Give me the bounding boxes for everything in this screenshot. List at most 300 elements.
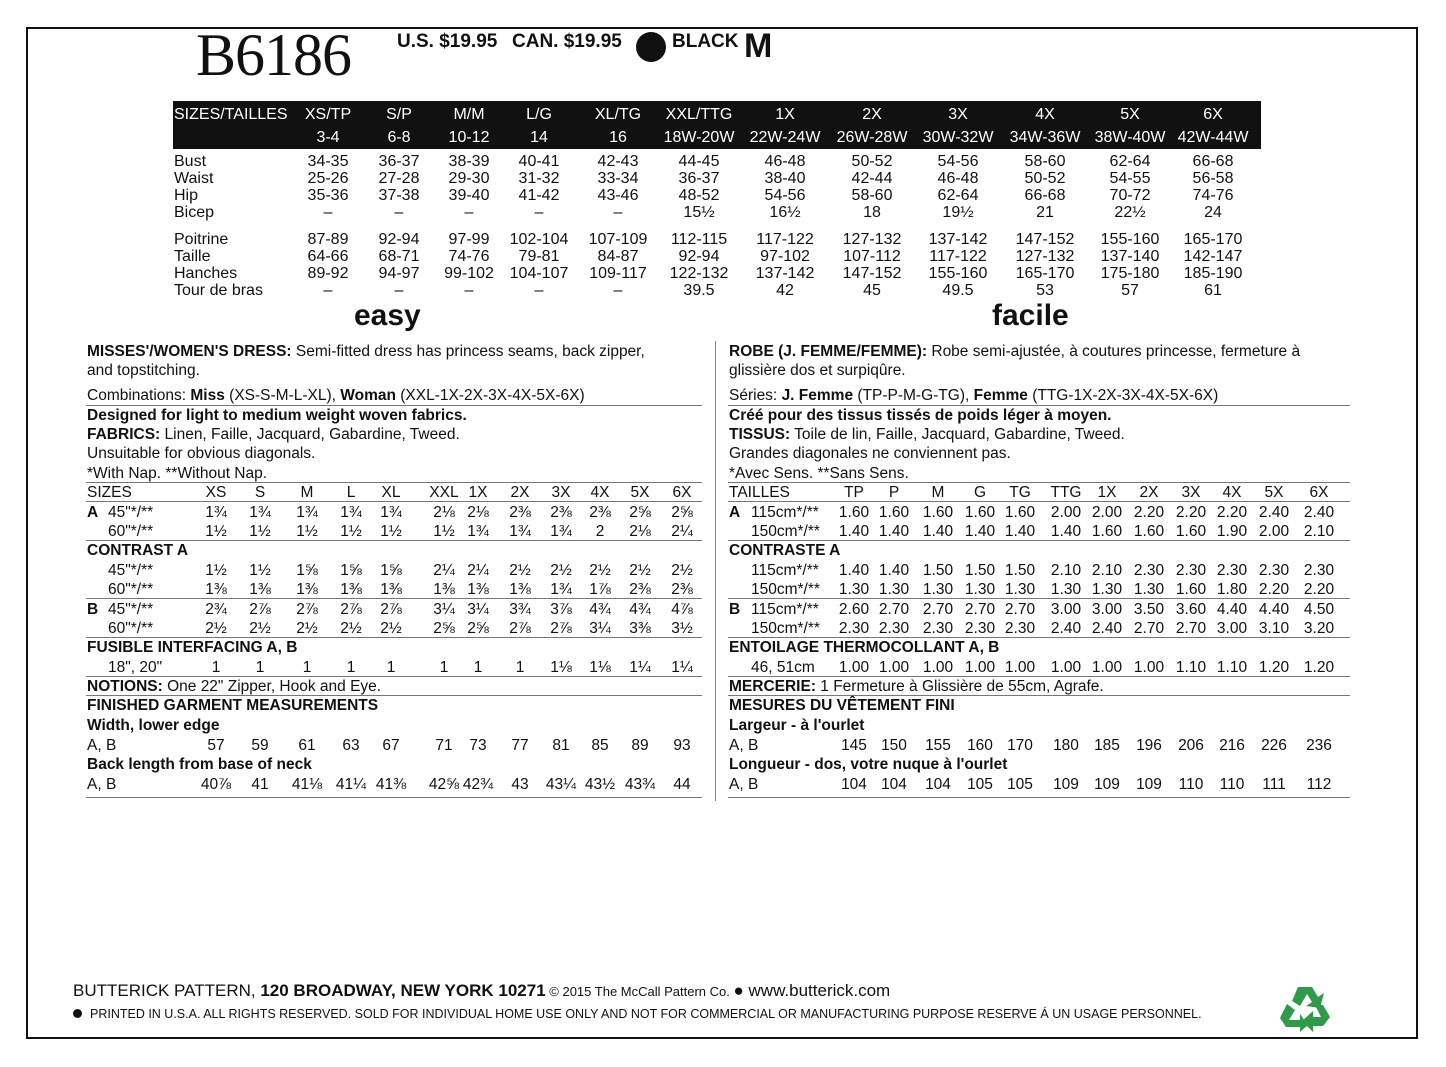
yardage-value: 2½ [509,562,531,579]
fabric-width-label: 115cm*/** [751,504,819,521]
size-chart-header [173,101,1261,149]
fabric-width-label: 115cm*/** [751,562,819,579]
yardage-value: 1⅜ [467,581,489,598]
yardage-value: 2.70 [1004,601,1036,618]
size-label: XS/TP [304,106,352,123]
measurement-value: 102-104 [509,231,569,248]
yardage-value: 3½ [671,620,693,637]
yardage-value: 2.70 [1175,620,1207,637]
yardage-value: 1⅝ [296,562,318,579]
yardage-value: 2.40 [1258,504,1290,521]
interfacing-value: 1.00 [1133,659,1165,676]
finished-measurements-label: MESURES DU VÊTEMENT FINI [729,697,955,714]
yardage-value: 1.60 [878,504,910,521]
footer-legal [73,1006,1202,1022]
measurement-value: 38-40 [764,170,806,187]
yardage-value: 1.60 [964,504,996,521]
interfacing-value: 1¼ [671,659,693,676]
measurement-value: – [534,204,544,221]
fabrics-label: TISSUS: [729,426,791,443]
fabric-width-label: 60"*/** [108,620,154,637]
measurement-value: 35-36 [307,187,349,204]
back-length-value: 104 [925,776,951,793]
yardage-value: 1.40 [878,523,910,540]
measurement-value: 97-99 [448,231,490,248]
measurement-value: 50-52 [851,153,893,170]
interfacing-value: 1 [473,659,483,676]
yardage-value: 2¼ [433,562,455,579]
yardage-value: 2⅝ [433,620,455,637]
back-row-label: A, B [87,776,117,793]
divider-line [728,797,1350,798]
yardage-value: 2.20 [1175,504,1207,521]
yardage-value: 1.50 [922,562,954,579]
measurement-label: Poitrine [174,231,229,248]
interfacing-value: 1 [386,659,396,676]
back-length-value: 42¾ [462,776,494,793]
yardage-value: 1.80 [1216,581,1248,598]
size-label: S/P [386,106,412,123]
fabric-width-label: 150cm*/** [751,620,820,637]
back-length-value: 43¼ [545,776,577,793]
combination-miss: J. Femme [781,387,854,404]
measurement-value: 66-68 [1192,153,1234,170]
size-column-header: 6X [672,484,692,501]
back-length-value: 110 [1219,776,1245,793]
width-value: 206 [1178,737,1204,754]
size-column-header: P [888,484,900,501]
size-number: 22W-24W [749,129,821,146]
measurement-value: 104-107 [509,265,569,282]
yardage-value: 1⅜ [296,581,318,598]
size-column-header: TG [1009,484,1031,501]
legal-text: PRINTED IN U.S.A. ALL RIGHTS RESERVED. SOLD FOR INDIVIDUAL HOME USE ONLY AND NOT FOR COMMERCIAL OR MANUFACTURING PURPOSE RESERVE Á UN USAGE PERSONNEL. [90,1007,1202,1021]
yardage-value: 3⅜ [629,620,651,637]
yardage-value: 2.40 [1091,620,1123,637]
yardage-value: 1¾ [340,504,362,521]
size-label: 3X [948,106,968,123]
measurement-value: 175-180 [1100,265,1160,282]
size-label: 4X [1035,106,1055,123]
size-header-label: SIZES/TAILLES [174,106,288,123]
size-number: 30W-32W [922,129,994,146]
fabric-width-label: 45"*/** [108,504,154,521]
combination-woman-sizes: (TTG-1X-2X-3X-4X-5X-6X) [1027,387,1219,404]
back-length-value: 40⅞ [200,776,232,793]
yardage-value: 2.20 [1303,581,1335,598]
measurement-value: 42-43 [597,153,639,170]
yardage-value: 2⅝ [467,620,489,637]
interfacing-value: 1.00 [964,659,996,676]
finished-measurements-label: FINISHED GARMENT MEASUREMENTS [87,697,379,714]
yardage-value: 2.20 [1258,581,1290,598]
back-length-value: 41⅜ [375,776,407,793]
yardage-value: 2.70 [878,601,910,618]
measurement-value: 79-81 [518,248,560,265]
price-us: U.S. $19.95 [397,31,498,52]
yardage-value: 1.60 [922,504,954,521]
back-length-value: 41⅛ [291,776,323,793]
yardage-value: 1¾ [249,504,271,521]
notions-list: One 22" Zipper, Hook and Eye. [162,678,382,695]
width-value: 67 [382,737,400,754]
measurement-value: 117-122 [929,248,987,265]
interfacing-value: 1.00 [1091,659,1123,676]
yardage-value: 2¼ [467,562,489,579]
column-divider [715,341,716,801]
yardage-value: 2⅞ [340,601,362,618]
back-length-value: 110 [1178,776,1204,793]
yardage-value: 2.30 [922,620,954,637]
fabrics-line [87,425,460,444]
yardage-value: 1½ [249,523,271,540]
yardage-value: 2½ [249,620,271,637]
measurement-value: 19½ [942,204,974,221]
interfacing-value: 1 [346,659,356,676]
yardage-value: 1¾ [296,504,318,521]
yardage-value: 2.10 [1050,562,1082,579]
measurement-value: 29-30 [448,170,490,187]
difficulty-fr: facile [992,299,1069,332]
bullet-icon: ● [733,981,744,1000]
website-link[interactable]: www.butterick.com [748,981,891,1000]
yardage-value: 1¾ [550,523,572,540]
yardage-value: 1.40 [878,562,910,579]
size-label: M/M [453,106,485,123]
yardage-value: 2.10 [1303,523,1335,540]
yardage-value: 2.30 [878,620,910,637]
yardage-value: 3.50 [1133,601,1165,618]
measurement-label: Hip [174,187,199,204]
measurement-value: 94-97 [378,265,420,282]
notions-line [87,677,381,696]
size-number: 6-8 [387,129,411,146]
yardage-value: 1⅜ [205,581,227,598]
color-label: BLACK [672,31,739,52]
combinations-label: Séries: [729,387,782,404]
yardage-value: 1.40 [922,523,954,540]
measurement-value: 147-152 [842,265,902,282]
width-value: 150 [881,737,907,754]
size-letter: M [744,27,773,65]
difficulty-en: easy [354,299,421,332]
view-a-label: A [87,504,99,521]
width-row-label: A, B [729,737,759,754]
garment-title: ROBE (J. FEMME/FEMME): [729,343,928,360]
width-value: 73 [469,737,487,754]
yardage-value: 1⅝ [380,562,402,579]
interfacing-value: 1 [439,659,449,676]
measurement-label: Waist [174,170,214,187]
back-length-label: Back length from base of neck [87,756,312,773]
measurement-value: 36-37 [378,153,420,170]
yardage-value: 2⅞ [550,620,572,637]
back-length-value: 109 [1094,776,1120,793]
view-a-label: A [729,504,741,521]
yardage-value: 2½ [380,620,402,637]
measurement-value: 54-56 [937,153,979,170]
measurement-value: 74-76 [448,248,490,265]
fabric-width-label: 150cm*/** [751,581,820,598]
measurement-value: 165-170 [1183,231,1243,248]
notions-label: NOTIONS: [87,678,163,695]
combination-woman: Woman [340,387,396,404]
back-length-value: 104 [841,776,867,793]
measurement-value: 21 [1036,204,1054,221]
back-length-value: 43¾ [624,776,656,793]
yardage-value: 1⅝ [340,562,362,579]
measurement-value: 39.5 [683,282,715,299]
measurement-label: Tour de bras [174,282,263,299]
yardage-value: 1½ [380,523,402,540]
measurement-value: 22½ [1114,204,1146,221]
yardage-value: 3.00 [1050,601,1082,618]
yardage-value: 2.30 [1133,562,1165,579]
garment-title-line [87,342,645,361]
measurement-value: 15½ [683,204,715,221]
yardage-value: 1.50 [1004,562,1036,579]
measurement-value: 34-35 [307,153,349,170]
measurement-value: 137-140 [1100,248,1160,265]
yardage-value: 2.60 [838,601,870,618]
size-label: 6X [1203,106,1223,123]
interfacing-value: 1.00 [878,659,910,676]
yardage-value: 1¾ [509,523,531,540]
yardage-value: 2.20 [1133,504,1165,521]
measurement-value: 49.5 [942,282,974,299]
yardage-value: 3.00 [1091,601,1123,618]
back-length-value: 111 [1262,776,1286,793]
yardage-value: 2.00 [1258,523,1290,540]
yardage-value: 1.50 [964,562,996,579]
size-column-header: 4X [1222,484,1242,501]
measurement-value: 147-152 [1015,231,1075,248]
yardage-value: 4⅞ [671,601,693,618]
yardage-value: 2.30 [1258,562,1290,579]
yardage-value: 3¾ [509,601,531,618]
yardage-value: 2⅛ [629,523,651,540]
yardage-value: 4.40 [1258,601,1290,618]
interfacing-label: ENTOILAGE THERMOCOLLANT A, B [729,639,1000,656]
measurement-value: 117-122 [756,231,814,248]
notions-label: MERCERIE: [729,678,816,695]
interfacing-value: 1.00 [1004,659,1036,676]
fabric-width-label: 60"*/** [108,581,154,598]
measurement-value: 27-28 [378,170,420,187]
yardage-value: 1.30 [838,581,870,598]
yardage-value: 2.30 [838,620,870,637]
measurement-value: 97-102 [760,248,810,265]
size-column-header: 1X [468,484,488,501]
unsuitable-note: Grandes diagonales ne conviennent pas. [729,445,1011,462]
interfacing-value: 1.00 [1050,659,1082,676]
width-value: 63 [342,737,360,754]
yardage-value: 1.30 [1091,581,1123,598]
measurement-value: – [323,282,333,299]
size-column-header: 4X [590,484,610,501]
size-column-header: 3X [1181,484,1201,501]
yardage-value: 3¼ [433,601,455,618]
size-number: 16 [609,129,627,146]
size-column-header: 3X [551,484,571,501]
measurement-value: 70-72 [1109,187,1151,204]
yardage-value: 1½ [205,523,227,540]
yardage-value: 1½ [249,562,271,579]
yardage-value: 1.60 [1004,504,1036,521]
measurement-value: – [613,282,623,299]
yardage-value: 1.30 [964,581,996,598]
width-value: 170 [1007,737,1033,754]
width-value: 59 [251,737,269,754]
measurement-value: 56-58 [1192,170,1234,187]
width-row-label: A, B [87,737,117,754]
measurement-value: 44-45 [678,153,720,170]
view-b-label: B [87,601,99,618]
back-length-value: 104 [881,776,907,793]
measurement-value: 62-64 [1109,153,1151,170]
measurement-value: – [464,204,474,221]
measurement-value: 16½ [769,204,801,221]
combination-miss-sizes: (XS-S-M-L-XL), [224,387,341,404]
divider-line [86,797,702,798]
yardage-value: 1¾ [205,504,227,521]
yardage-value: 2⅛ [467,504,489,521]
size-label: XL/TG [594,106,642,123]
yardage-value: 1½ [340,523,362,540]
yardage-value: 4¾ [589,601,611,618]
fabrics-label: FABRICS: [87,426,161,443]
divider-line [728,501,1350,502]
width-value: 93 [673,737,691,754]
width-value: 77 [511,737,529,754]
measurement-value: 37-38 [378,187,420,204]
price-can: CAN. $19.95 [512,31,622,52]
yardage-value: 3.00 [1216,620,1248,637]
yardage-value: 2½ [629,562,651,579]
back-length-value: 109 [1136,776,1162,793]
fabric-weight-note: Designed for light to medium weight woven fabrics. [87,407,467,424]
yardage-value: 2¾ [205,601,227,618]
measurement-value: 165-170 [1015,265,1075,282]
interfacing-value: 1⅛ [550,659,572,676]
measurement-value: 62-64 [937,187,979,204]
size-column-header: 6X [1309,484,1329,501]
yardage-value: 4.40 [1216,601,1248,618]
width-label: Width, lower edge [87,717,220,734]
measurement-value: – [613,204,623,221]
yardage-value: 2.40 [1050,620,1082,637]
measurement-value: 50-52 [1024,170,1066,187]
yardage-value: 1⅜ [249,581,271,598]
yardage-value: 2¼ [671,523,693,540]
yardage-value: 4.50 [1303,601,1335,618]
width-value: 185 [1094,737,1120,754]
measurement-value: 24 [1204,204,1222,221]
measurement-value: 61 [1204,282,1222,299]
yardage-value: 2⅛ [433,504,455,521]
measurement-value: 18 [863,204,881,221]
back-length-value: 105 [967,776,993,793]
yardage-value: 2.70 [964,601,996,618]
size-column-header: S [254,484,266,501]
back-length-value: 41 [251,776,269,793]
unsuitable-note: Unsuitable for obvious diagonals. [87,445,316,462]
yardage-value: 1.40 [964,523,996,540]
yardage-value: 2⅞ [296,601,318,618]
yardage-value: 2.70 [922,601,954,618]
size-column-header: XXL [429,484,459,501]
yardage-value: 2.40 [1303,504,1335,521]
divider-line [86,501,702,502]
measurement-label: Bust [174,153,207,170]
measurement-value: 58-60 [851,187,893,204]
measurement-value: 74-76 [1192,187,1234,204]
measurement-value: 25-26 [307,170,349,187]
measurement-value: – [394,204,404,221]
width-value: 180 [1053,737,1079,754]
yardage-value: 1.60 [1175,523,1207,540]
fabric-width-label: 115cm*/** [751,601,819,618]
yardage-value: 1.60 [1091,523,1123,540]
interfacing-label: FUSIBLE INTERFACING A, B [87,639,298,656]
width-value: 216 [1219,737,1245,754]
measurement-value: 46-48 [937,170,979,187]
interfacing-width-label: 46, 51cm [751,659,815,676]
size-number: 34W-36W [1009,129,1081,146]
combinations-label: Combinations: [87,387,191,404]
fabric-width-label: 60"*/** [108,523,154,540]
yardage-value: 2.00 [1091,504,1123,521]
measurement-value: 137-142 [755,265,815,282]
size-label: 1X [775,106,795,123]
yardage-value: 2.20 [1216,504,1248,521]
yardage-value: 3.60 [1175,601,1207,618]
width-value: 85 [591,737,609,754]
color-dot-icon [636,32,666,62]
size-label: 2X [862,106,882,123]
yardage-value: 2⅝ [629,504,651,521]
nap-legend: *With Nap. **Without Nap. [87,465,268,482]
measurement-value: 33-34 [597,170,639,187]
measurement-value: – [464,282,474,299]
size-column-header: L [346,484,356,501]
back-length-value: 109 [1053,776,1079,793]
size-number: 38W-40W [1094,129,1166,146]
yardage-value: 2½ [671,562,693,579]
yardage-value: 1.40 [838,523,870,540]
yardage-value: 2.30 [1004,620,1036,637]
yardage-value: 2⅞ [380,601,402,618]
yardage-value: 1⅜ [509,581,531,598]
garment-description: Semi-fitted dress has princess seams, back zipper, [291,343,645,360]
yardage-value: 2.10 [1091,562,1123,579]
interfacing-value: 1 [255,659,265,676]
yardage-value: 1.30 [922,581,954,598]
measurement-value: 112-115 [670,231,728,248]
interfacing-value: 1⅛ [589,659,611,676]
notions-list: 1 Fermeture à Glissière de 55cm, Agrafe. [815,678,1104,695]
measurement-value: 54-55 [1109,170,1151,187]
yardage-value: 1.30 [1133,581,1165,598]
yardage-value: 3.10 [1258,620,1290,637]
measurement-value: 54-56 [764,187,806,204]
measurement-value: 109-117 [589,265,647,282]
width-value: 81 [552,737,570,754]
size-column-header: TTG [1050,484,1082,501]
back-length-value: 43½ [584,776,616,793]
fabrics-list: Linen, Faille, Jacquard, Gabardine, Tweed. [160,426,460,443]
measurement-value: 66-68 [1024,187,1066,204]
